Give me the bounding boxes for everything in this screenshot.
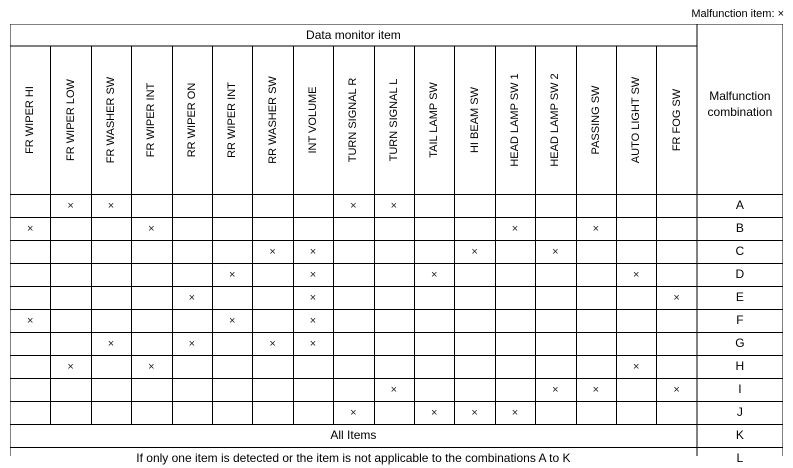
malfunction-mark: × <box>188 291 196 304</box>
combination-label: J <box>736 405 743 419</box>
malfunction-mark: × <box>471 406 478 419</box>
column-header: PASSING SW <box>589 85 602 155</box>
malfunction-mark: × <box>309 337 317 350</box>
combination-label: G <box>735 336 745 350</box>
column-header: TURN SIGNAL R <box>346 77 359 163</box>
malfunction-mark: × <box>148 222 155 235</box>
combination-label: B <box>735 221 744 235</box>
spanning-row-text: All Items <box>330 428 377 442</box>
malfunction-mark: × <box>511 222 519 235</box>
column-header: RR WASHER SW <box>266 76 279 164</box>
column-header: HEAD LAMP SW 1 <box>508 73 521 167</box>
malfunction-mark: × <box>350 406 357 419</box>
column-header: RR WIPER INT <box>225 82 238 158</box>
data-monitor-item-heading: Data monitor item <box>306 28 401 42</box>
malfunction-mark: × <box>269 337 276 350</box>
malfunction-mark: × <box>26 222 34 235</box>
combination-label: K <box>735 428 744 442</box>
malfunction-mark: × <box>552 245 559 258</box>
malfunction-mark: × <box>67 360 74 373</box>
column-header: HI BEAM SW <box>468 87 481 154</box>
malfunction-mark: × <box>188 337 196 350</box>
malfunction-mark: × <box>471 245 478 258</box>
column-header: AUTO LIGHT SW <box>629 76 642 164</box>
malfunction-mark: × <box>592 383 600 396</box>
column-header: RR WIPER ON <box>185 82 198 158</box>
malfunction-mark: × <box>228 314 236 327</box>
malfunction-mark: × <box>26 314 34 327</box>
malfunction-mark: × <box>309 245 317 258</box>
malfunction-mark: × <box>592 222 600 235</box>
column-header: TURN SIGNAL L <box>387 78 400 162</box>
malfunction-mark: × <box>107 199 115 212</box>
malfunction-mark: × <box>148 360 155 373</box>
column-header: FR FOG SW <box>670 88 683 152</box>
combination-label: E <box>735 290 744 304</box>
legend-malfunction-item: Malfunction item: × <box>691 8 784 20</box>
column-header: INT VOLUME <box>306 86 319 154</box>
malfunction-mark: × <box>309 314 317 327</box>
malfunction-mark: × <box>430 406 438 419</box>
column-header: HEAD LAMP SW 2 <box>548 73 561 167</box>
malfunction-mark: × <box>350 199 357 212</box>
combination-label: C <box>735 244 745 258</box>
column-header: FR WASHER SW <box>104 76 117 164</box>
malfunction-mark: × <box>673 383 680 396</box>
malfunction-mark: × <box>632 268 640 281</box>
malfunction-mark: × <box>430 268 438 281</box>
malfunction-mark: × <box>269 245 276 258</box>
malfunction-mark: × <box>552 383 559 396</box>
malfunction-mark: × <box>511 406 519 419</box>
malfunction-mark: × <box>228 268 236 281</box>
combination-label: A <box>735 198 744 212</box>
malfunction-mark: × <box>309 268 317 281</box>
combination-label: L <box>736 451 744 465</box>
combination-label: D <box>735 267 745 281</box>
column-header: FR WIPER INT <box>144 82 157 158</box>
spanning-row-text: If only one item is detected or the item is not applicable to the combinations A to K <box>136 451 571 465</box>
malfunction-mark: × <box>107 337 115 350</box>
column-header: TAIL LAMP SW <box>427 82 440 158</box>
malfunction-mark: × <box>309 291 317 304</box>
malfunction-combination-heading: Malfunction combination <box>707 89 773 119</box>
malfunction-mark: × <box>390 199 398 212</box>
combination-label: H <box>735 359 745 373</box>
combination-label: F <box>736 313 744 327</box>
malfunction-combination-table <box>10 24 783 465</box>
malfunction-mark: × <box>632 360 640 373</box>
combination-label: I <box>738 382 742 396</box>
column-header: FR WIPER HI <box>23 86 36 154</box>
malfunction-mark: × <box>390 383 398 396</box>
column-header: FR WIPER LOW <box>64 79 77 161</box>
malfunction-mark: × <box>67 199 74 212</box>
malfunction-mark: × <box>673 291 680 304</box>
